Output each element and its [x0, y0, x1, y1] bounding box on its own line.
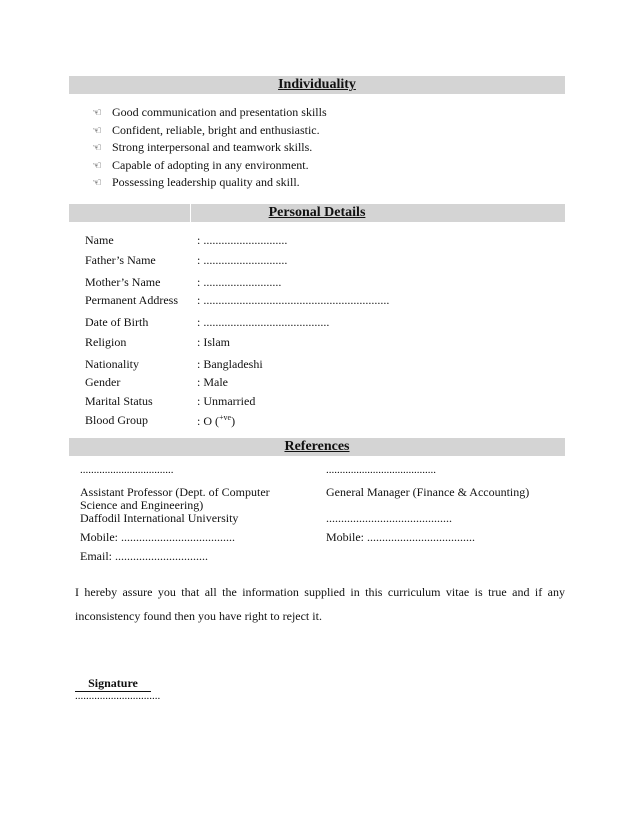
signature-dots: ...............................	[75, 690, 161, 702]
pointing-hand-icon: ☜	[92, 124, 102, 137]
reference-email: Email: ...............................	[80, 549, 208, 563]
field-value: : ..........................................	[197, 315, 330, 329]
pointing-hand-icon: ☜	[92, 159, 102, 172]
field-label: Name	[85, 233, 114, 247]
references-title: References	[284, 439, 350, 454]
reference-designation-cont: Science and Engineering)	[80, 498, 204, 512]
field-label: Nationality	[85, 357, 139, 371]
reference-organization: ..........................................	[326, 511, 452, 525]
field-value: : ..........................	[197, 275, 282, 289]
field-value: : ............................	[197, 253, 288, 267]
individuality-list	[92, 104, 552, 192]
field-label: Gender	[85, 375, 121, 389]
field-label: Religion	[85, 335, 127, 349]
list-item: ☜ Capable of adopting in any environment.	[92, 157, 552, 175]
reference-designation: Assistant Professor (Dept. of Computer	[80, 485, 270, 499]
signature-label: Signature	[75, 676, 151, 692]
declaration-text: I hereby assure you that all the information supplied in this curriculum vitae is true and if any inconsistency found then you have right to reject it.	[75, 585, 565, 623]
field-label: Blood Group	[85, 413, 148, 427]
reference-mobile: Mobile: ....................................	[326, 530, 475, 544]
pointing-hand-icon: ☜	[92, 107, 102, 119]
personal-details-title: Personal Details	[268, 205, 366, 220]
reference-designation: General Manager (Finance & Accounting)	[326, 485, 530, 499]
individuality-title: Individuality	[278, 77, 356, 92]
list-item: ☜ Strong interpersonal and teamwork skills.	[92, 139, 552, 157]
field-label: Father’s Name	[85, 253, 156, 267]
reference-name-dots: ..................................	[80, 464, 174, 476]
field-value: : Bangladeshi	[197, 357, 263, 371]
field-value: : O ($^{+ve}$)	[197, 413, 236, 428]
reference-mobile: Mobile: ......................................	[80, 530, 235, 544]
field-value: : Islam	[197, 335, 230, 349]
field-label: Marital Status	[85, 394, 153, 408]
pointing-hand-icon: ☜	[92, 142, 102, 154]
individuality-header-bar	[69, 76, 565, 94]
list-item: ☜ Confident, reliable, bright and enthusiastic.	[92, 122, 552, 140]
field-value: : ..............................................................	[197, 293, 390, 307]
field-value: : Unmarried	[197, 394, 256, 408]
field-value: : ............................	[197, 233, 288, 247]
list-item: ☜ Good communication and presentation skills	[92, 104, 552, 122]
personal-details-header-bar	[69, 204, 565, 222]
pointing-hand-icon: ☜	[92, 177, 102, 189]
reference-organization: Daffodil International University	[80, 511, 239, 525]
reference-name-dots: ........................................	[326, 464, 436, 476]
references-header-bar	[69, 438, 565, 456]
list-item: ☜ Possessing leadership quality and skill.	[92, 174, 552, 192]
field-label: Date of Birth	[85, 315, 149, 329]
field-label: Mother’s Name	[85, 275, 161, 289]
field-label: Permanent Address	[85, 293, 178, 307]
field-value: : Male	[197, 375, 228, 389]
